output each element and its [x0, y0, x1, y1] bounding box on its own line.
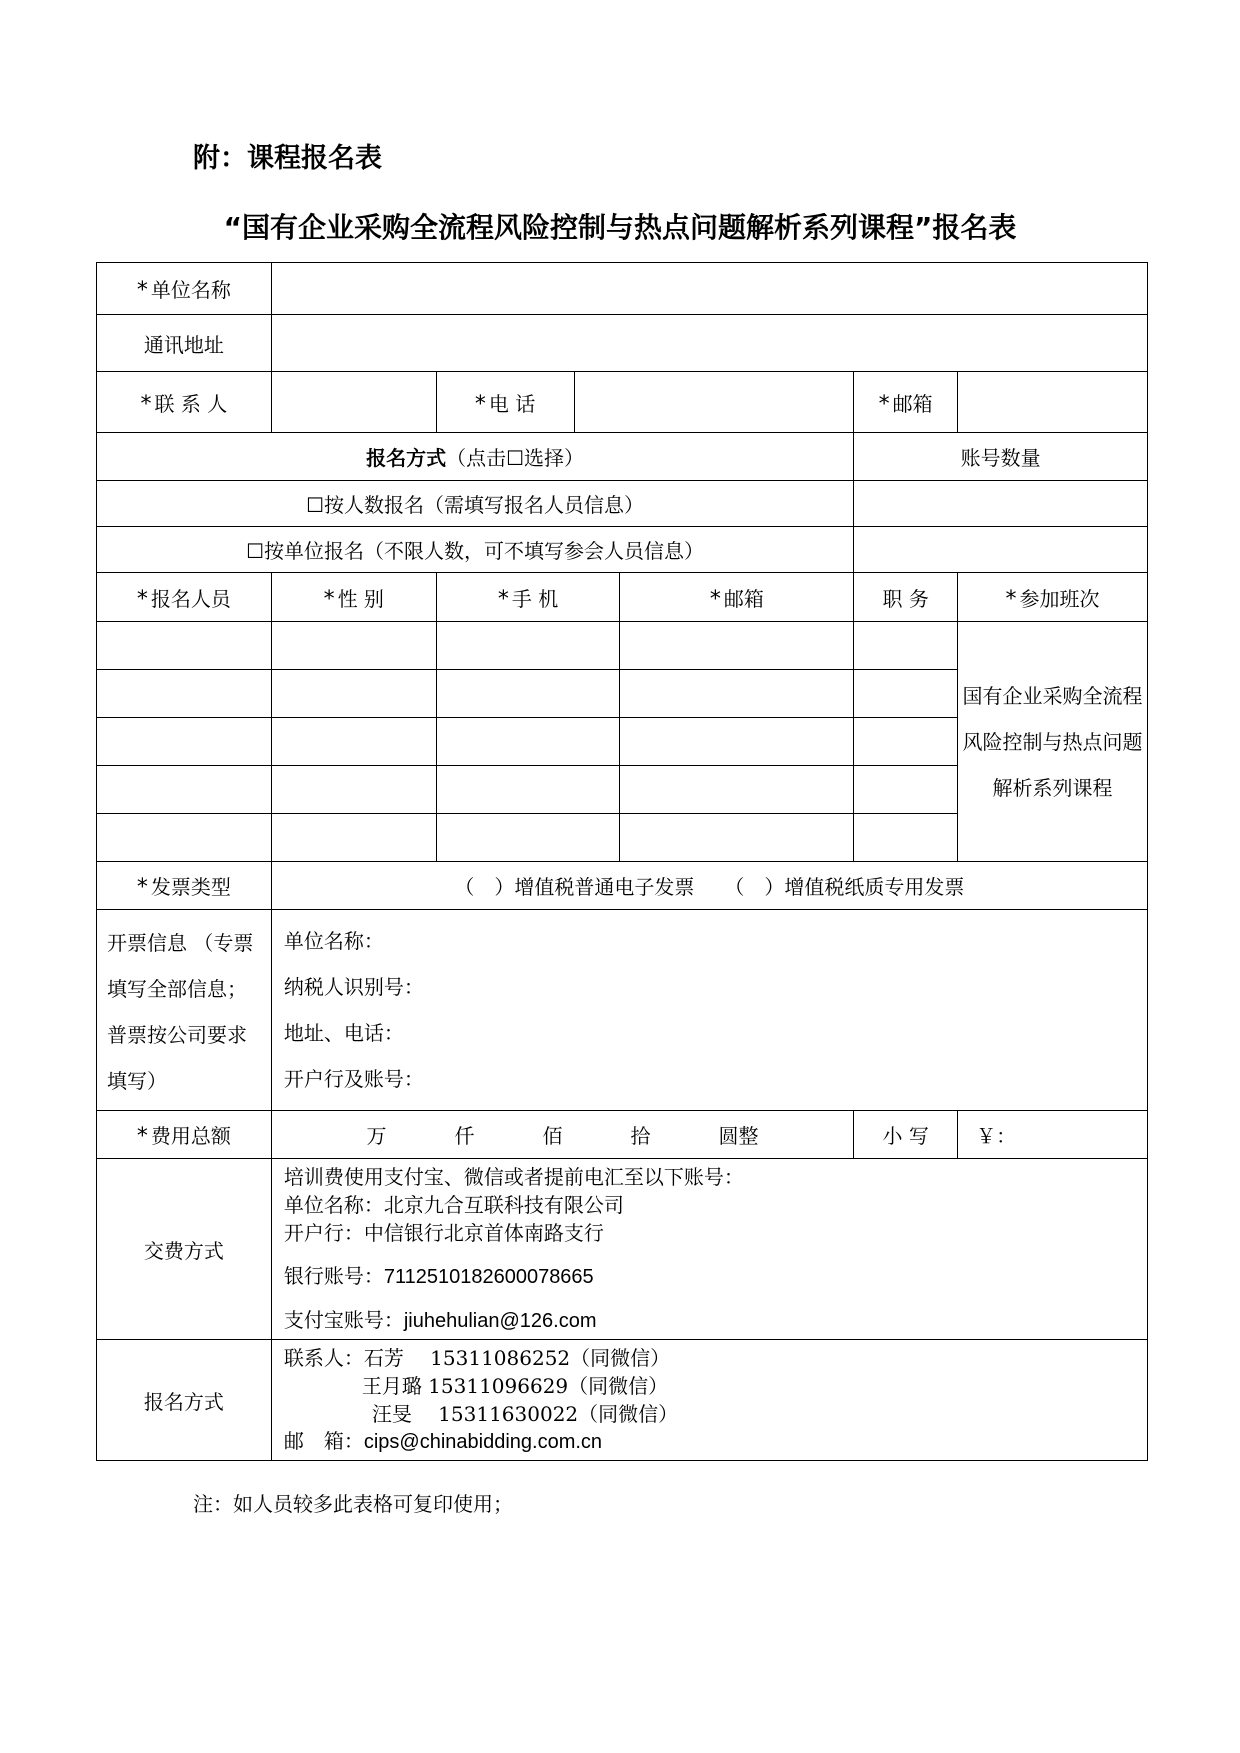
account-qty-input[interactable] — [854, 481, 1148, 527]
yen-label: ￥： — [976, 1124, 1017, 1148]
payment-line: 开户行：中信银行北京首体南路支行 — [283, 1221, 604, 1245]
attendee-position-cell[interactable] — [854, 814, 958, 862]
invoice-info-label: 开票信息 （专票填写全部信息；普票按公司要求填写） — [97, 910, 272, 1111]
required-mark: * — [136, 278, 148, 303]
required-mark: * — [709, 586, 721, 612]
registration-email: 邮 箱：cips@chinabidding.com.cn — [283, 1431, 603, 1453]
phone-text: 电 话 — [488, 391, 536, 416]
attendee-mobile-cell[interactable] — [436, 814, 620, 862]
invoice-type-text: 发票类型 — [150, 875, 231, 899]
attendee-mobile-cell[interactable] — [436, 718, 620, 766]
attendee-email-cell[interactable] — [620, 670, 854, 718]
attendee-mobile-cell[interactable] — [436, 670, 620, 718]
required-mark: * — [136, 875, 148, 900]
col-position: 职 务 — [854, 573, 958, 622]
attendee-email-cell[interactable] — [620, 718, 854, 766]
invoice-field-address: 地址、电话： — [283, 1021, 404, 1045]
attendee-name-cell[interactable] — [97, 814, 272, 862]
invoice-info-fields[interactable] — [271, 910, 1147, 1111]
attendee-position-cell[interactable] — [854, 766, 958, 814]
attendee-mobile-cell[interactable] — [436, 766, 620, 814]
invoice-type-label — [97, 862, 272, 910]
org-name-text: 单位名称 — [150, 278, 231, 302]
attendee-mobile-cell[interactable] — [436, 622, 620, 670]
required-mark: * — [878, 391, 890, 417]
reg-method-header — [97, 433, 854, 481]
attendee-gender-cell[interactable] — [271, 670, 436, 718]
page-heading: 附：课程报名表 — [193, 143, 382, 174]
lowercase-label: 小 写 — [854, 1111, 958, 1159]
email-text: 邮箱 — [892, 391, 933, 416]
col-mobile-text: 手 机 — [511, 586, 559, 611]
attendee-email-cell[interactable] — [620, 622, 854, 670]
invoice-field-bank: 开户行及账号： — [283, 1067, 424, 1091]
contact-label — [97, 372, 272, 433]
col-email-text: 邮箱 — [723, 586, 764, 611]
col-mobile — [436, 573, 620, 622]
account-qty-label: 账号数量 — [854, 433, 1148, 481]
invoice-field-taxid: 纳税人识别号： — [283, 975, 424, 999]
invoice-type-options[interactable]: （ ）增值税普通电子发票 （ ）增值税纸质专用发票 — [271, 862, 1147, 910]
course-line: 国有企业采购全流程 — [962, 683, 1143, 708]
required-mark: * — [497, 586, 509, 612]
attendee-position-cell[interactable] — [854, 670, 958, 718]
attendee-name-cell[interactable] — [97, 670, 272, 718]
fee-total-label — [97, 1111, 272, 1159]
contact-line: 联系人：石芳 15311086252（同微信） — [283, 1346, 671, 1370]
fee-unit-wan: 万 — [366, 1124, 387, 1148]
attendee-email-cell[interactable] — [620, 814, 854, 862]
reg-method-hint: （点击☐选择） — [446, 446, 585, 470]
attendee-gender-cell[interactable] — [271, 718, 436, 766]
fee-unit-bai: 佰 — [542, 1124, 563, 1148]
attendee-position-cell[interactable] — [854, 718, 958, 766]
fee-amount-lowercase[interactable] — [958, 1111, 1148, 1159]
option-by-unit[interactable]: ☐按单位报名（不限人数，可不填写参会人员信息） — [97, 527, 854, 573]
required-mark: * — [1005, 586, 1017, 612]
col-email — [620, 573, 854, 622]
attendee-name-cell[interactable] — [97, 622, 272, 670]
alipay-account: 支付宝账号：jiuhehulian@126.com — [283, 1310, 597, 1332]
required-mark: * — [474, 391, 486, 417]
col-gender — [271, 573, 436, 622]
course-line: 解析系列课程 — [992, 775, 1113, 800]
contact-input[interactable] — [271, 372, 436, 433]
fee-unit-qian: 仟 — [454, 1124, 475, 1148]
col-person — [97, 573, 272, 622]
contact-line: 汪旻 15311630022（同微信） — [371, 1402, 679, 1426]
registration-contact-label: 报名方式 — [97, 1340, 272, 1461]
reg-method-text: 报名方式 — [366, 446, 447, 470]
col-gender-text: 性 别 — [337, 586, 384, 611]
payment-method-label: 交费方式 — [97, 1159, 272, 1340]
fee-amount-uppercase[interactable] — [271, 1111, 853, 1159]
payment-method-info — [271, 1159, 1147, 1340]
bank-account: 银行账号：7112510182600078665 — [283, 1266, 594, 1288]
course-line: 风险控制与热点问题 — [962, 729, 1143, 754]
registration-form-table — [96, 262, 1148, 1461]
fee-total-text: 费用总额 — [150, 1124, 231, 1148]
attendee-position-cell[interactable] — [854, 622, 958, 670]
invoice-field-org: 单位名称： — [283, 929, 384, 953]
contact-line: 王月璐 15311096629（同微信） — [361, 1374, 669, 1398]
required-mark: * — [136, 586, 148, 612]
fee-unit-yuan: 圆整 — [718, 1124, 759, 1148]
required-mark: * — [140, 391, 152, 417]
required-mark: * — [323, 586, 335, 612]
address-input[interactable] — [271, 315, 1147, 372]
attendee-name-cell[interactable] — [97, 718, 272, 766]
email-label — [854, 372, 958, 433]
attendee-gender-cell[interactable] — [271, 814, 436, 862]
contact-text: 联 系 人 — [154, 391, 228, 416]
attendee-name-cell[interactable] — [97, 766, 272, 814]
col-class-text: 参加班次 — [1019, 586, 1100, 611]
footnote: 注：如人员较多此表格可复印使用； — [193, 1492, 513, 1516]
col-class — [958, 573, 1148, 622]
payment-line: 单位名称：北京九合互联科技有限公司 — [283, 1193, 624, 1217]
phone-label — [436, 372, 574, 433]
fee-unit-shi: 拾 — [630, 1124, 651, 1148]
org-name-label — [97, 263, 272, 315]
registration-contact-info — [271, 1340, 1147, 1461]
payment-line: 培训费使用支付宝、微信或者提前电汇至以下账号： — [283, 1165, 744, 1189]
attendee-gender-cell[interactable] — [271, 622, 436, 670]
col-person-text: 报名人员 — [150, 586, 231, 611]
address-label: 通讯地址 — [97, 315, 272, 372]
form-title: “国有企业采购全流程风险控制与热点问题解析系列课程”报名表 — [223, 211, 1017, 244]
org-name-input[interactable] — [271, 263, 1147, 315]
attendee-email-cell[interactable] — [620, 766, 854, 814]
option-by-person[interactable]: ☐按人数报名（需填写报名人员信息） — [97, 481, 854, 527]
course-name-cell — [958, 622, 1148, 862]
attendee-row — [97, 622, 1148, 670]
attendee-gender-cell[interactable] — [271, 766, 436, 814]
required-mark: * — [136, 1124, 148, 1149]
email-input[interactable] — [958, 372, 1148, 433]
phone-input[interactable] — [574, 372, 854, 433]
account-qty-input-2[interactable] — [854, 527, 1148, 573]
